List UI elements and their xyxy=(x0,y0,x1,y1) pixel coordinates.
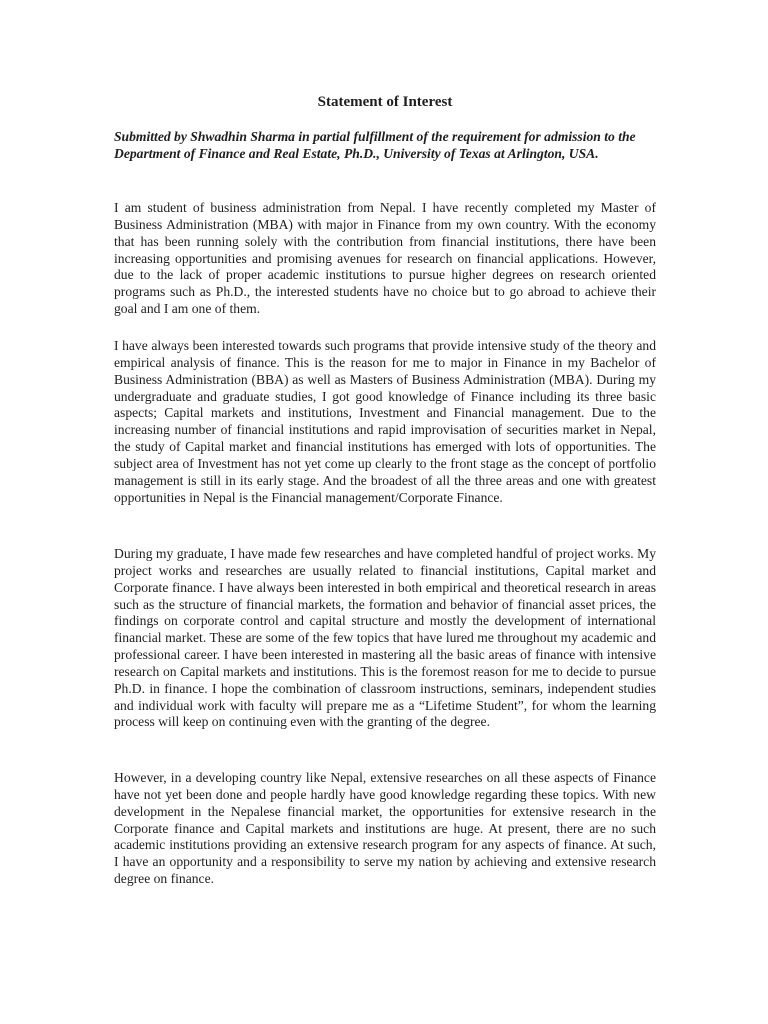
paragraph-nepal-context: However, in a developing country like Nepal, extensive researches on all these aspects of Finance have not yet been done and people hardly have good knowledge regarding these topics. With new development in the Nepalese financial market, the opportunities for extensive research in the Corporate finance and Capital markets and institutions are huge. At present, there are no such academic institutions providing an extensive research program for any aspects of finance. At such, I have an opportunity and a responsibility to serve my nation by achieving and extensive research degree on finance. xyxy=(114,770,656,887)
document-title: Statement of Interest xyxy=(317,94,453,110)
paragraph-finance-interest: I have always been interested towards such programs that provide intensive study of the theory and empirical analysis of finance. This is the reason for me to major in Finance in my Bachelor of Business Administration (BBA) as well as Masters of Business Administration (MBA). During my undergraduate and graduate studies, I got good knowledge of Finance including its three basic aspects; Capital markets and institutions, Investment and Financial management. Due to the increasing number of financial institutions and rapid improvisation of securities market in Nepal, the study of Capital market and financial institutions has emerged with lots of opportunities. The subject area of Investment has not yet come up clearly to the front stage as the concept of portfolio management is still in its early stage. And the broadest of all the three areas and one with greatest opportunities in Nepal is the Financial management/Corporate Finance. xyxy=(114,338,656,505)
paragraph-research-experience: During my graduate, I have made few researches and have completed handful of project works. My project works and researches are usually related to financial institutions, Capital market and Corporate finance. I have always been interested in both empirical and theoretical research in areas such as the structure of financial markets, the formation and behavior of financial asset prices, the findings on corporate control and capital structure and mostly the development of international financial market. These are some of the few topics that have lured me throughout my academic and professional career. I have been interested in mastering all the basic areas of finance with intensive research on Capital markets and institutions. This is the foremost reason for me to decide to pursue Ph.D. in finance. I hope the combination of classroom instructions, seminars, independent studies and individual work with faculty will prepare me as a “Lifetime Student”, for whom the learning process will keep on continuing even with the granting of the degree. xyxy=(114,546,656,730)
paragraph-background: I am student of business administration from Nepal. I have recently completed my Master of Business Administration (MBA) with major in Finance from my own country. With the economy that has been running solely with the contribution from financial institutions, there have been increasing opportunities and promising avenues for research on financial applications. However, due to the lack of proper academic institutions to pursue higher degrees on research oriented programs such as Ph.D., the interested students have no choice but to go abroad to achieve their goal and I am one of them. xyxy=(114,200,656,317)
submission-note: Submitted by Shwadhin Sharma in partial fulfillment of the requirement for admission to the Department of Finance and Real Estate, Ph.D., University of Texas at Arlington, USA. xyxy=(114,129,636,162)
